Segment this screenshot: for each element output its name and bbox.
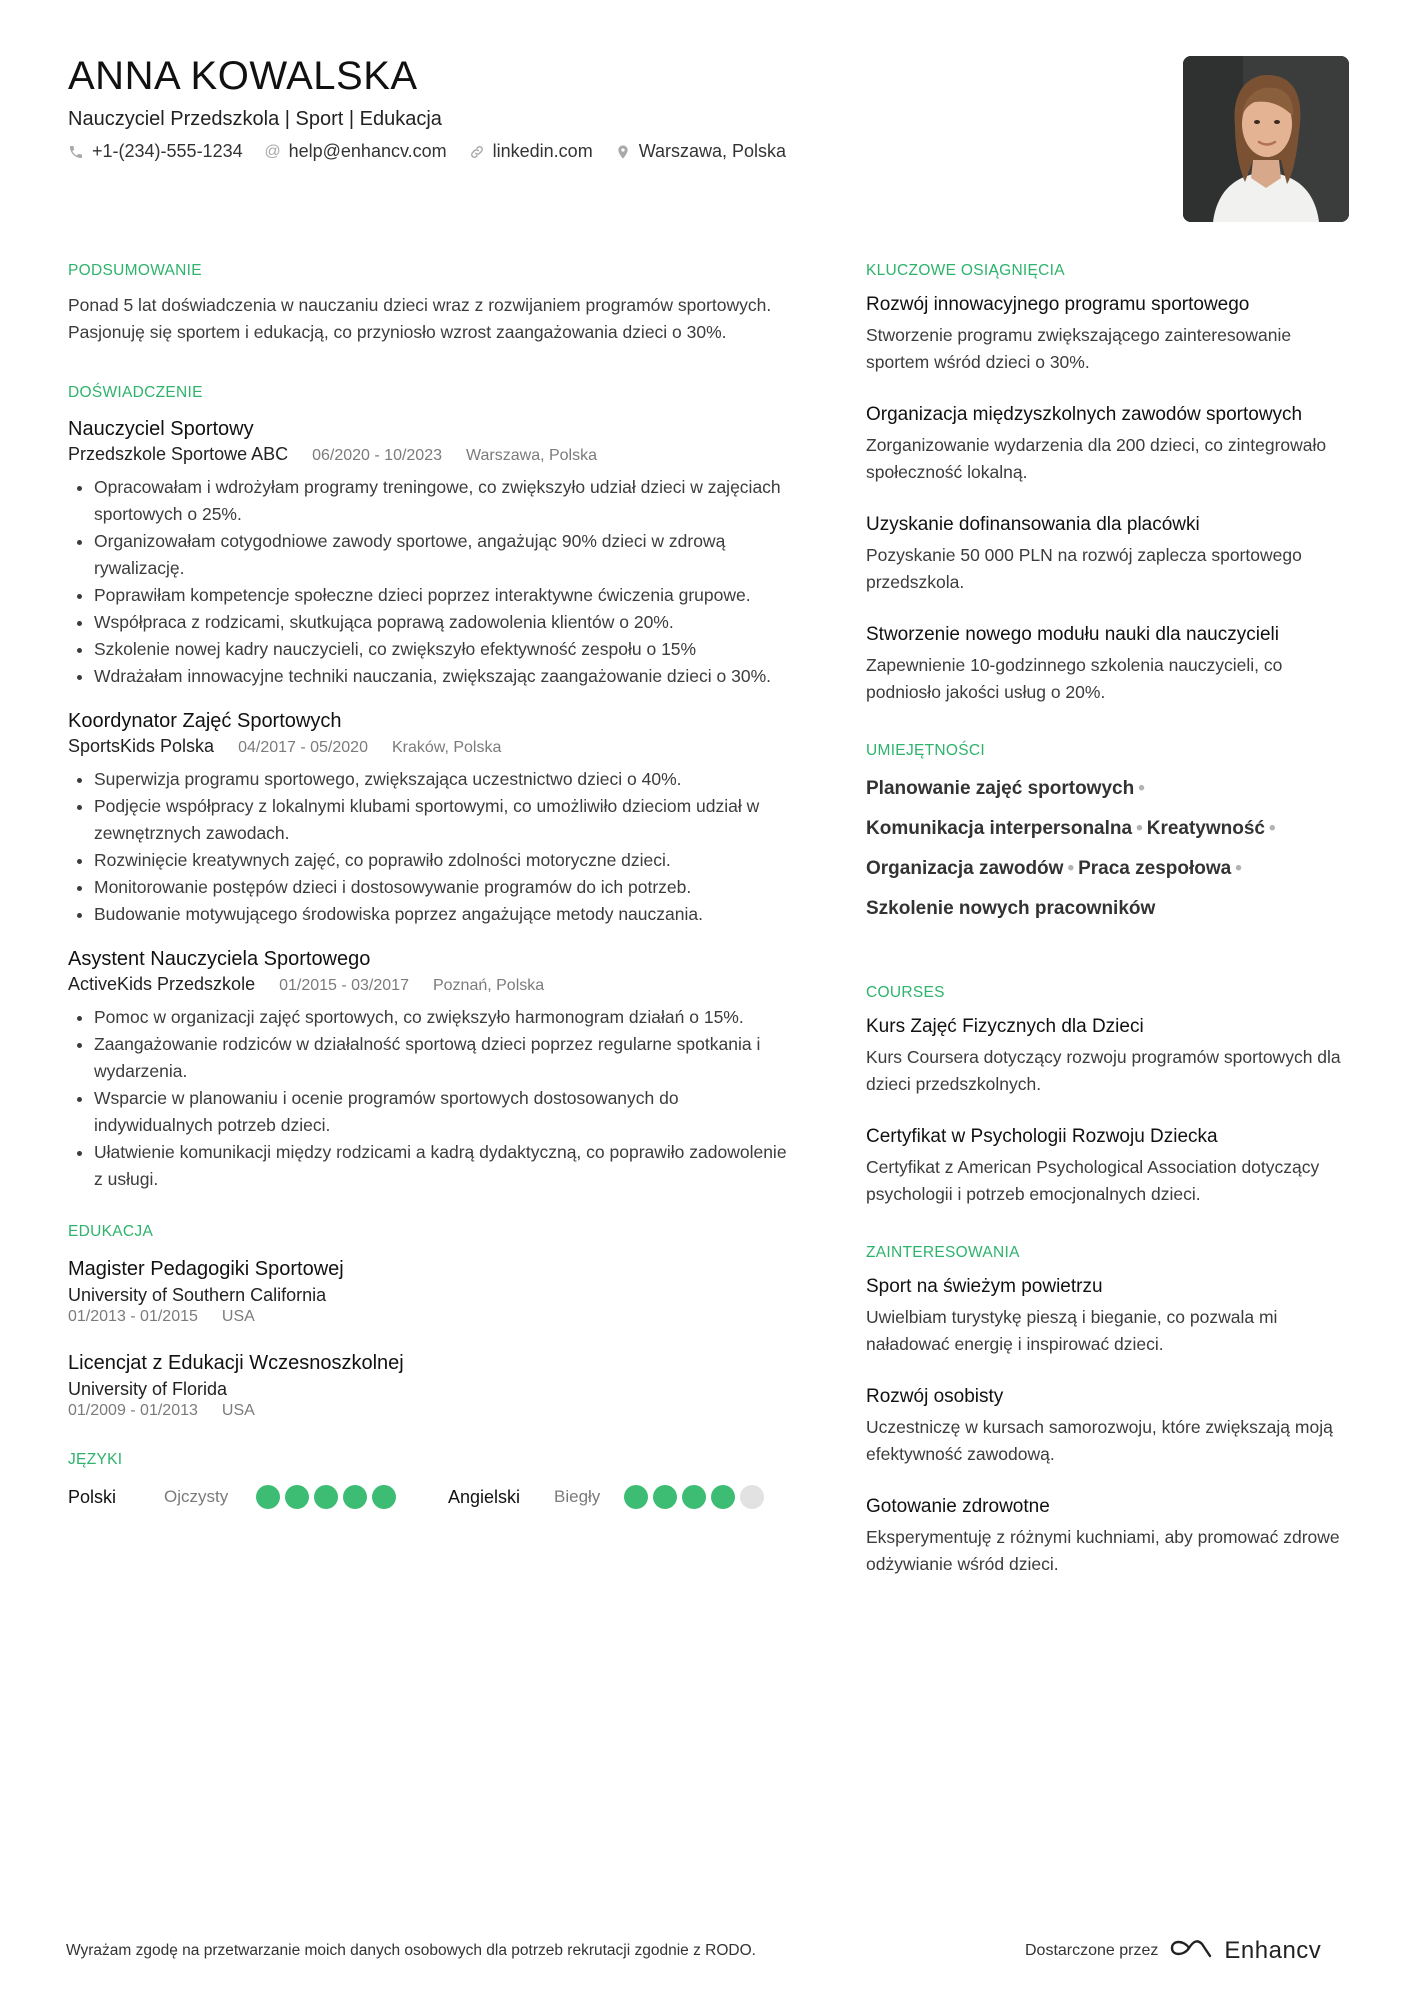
bullet-item: • Wsparcie w planowaniu i ocenie programów sportowych dostosowanych do indywidualnych potrzeb dzieci. [94, 1085, 798, 1139]
skill-tag: Szkolenie nowych pracowników [866, 898, 1156, 919]
job-title: Asystent Nauczyciela Sportowego [68, 948, 371, 970]
bullet-separator-icon: • [1138, 778, 1145, 799]
school: University of Southern California [68, 1285, 327, 1305]
achievement-desc: Stworzenie programu zwiększającego zainteresowanie sportem wśród dzieci o 30%. [866, 325, 1292, 372]
course-desc: Certyfikat z American Psychological Association dotyczący psychologii i potrzeb emocjonalnych dzieci. [866, 1157, 1320, 1204]
education-section [68, 1223, 798, 1421]
bullet-item: • Podjęcie współpracy z lokalnymi klubami sportowymi, co umożliwiło dzieciom udział w zewnętrznych zawodach. [94, 793, 798, 847]
skill-tag: Organizacja zawodów [866, 858, 1064, 879]
bullet-item: • Budowanie motywującego środowiska poprzez angażujące metody nauczania. [94, 901, 798, 928]
bullet-item: • Organizowałam cotygodniowe zawody sportowe, angażując 90% dzieci w zdrową rywalizację. [94, 528, 798, 582]
job-dates: 01/2015 - 03/2017 [279, 977, 409, 994]
headline: Nauczyciel Przedszkola | Sport | Edukacja [68, 108, 442, 130]
education-dates: 01/2013 - 01/2015 [68, 1308, 198, 1325]
languages-section [68, 1451, 798, 1509]
summary-section [68, 262, 798, 346]
language-level: Biegły [554, 1487, 601, 1506]
course-item [866, 1124, 1352, 1208]
achievement-desc: Zapewnienie 10-godzinnego szkolenia nauczycieli, co podniosło jakości usług o 20%. [866, 655, 1283, 702]
achievements-section [866, 262, 1352, 706]
job-dates: 06/2020 - 10/2023 [312, 447, 442, 464]
contact-email[interactable] [265, 141, 447, 162]
course-title: Kurs Zajęć Fizycznych dla Dzieci [866, 1016, 1144, 1037]
job-entry [68, 416, 798, 690]
skill-tag: Planowanie zajęć sportowych [866, 778, 1135, 799]
brand-name: Enhancv [1224, 1936, 1322, 1964]
skill-tag: Praca zespołowa [1078, 858, 1232, 879]
bullet-item: • Wdrażałam innowacyjne techniki nauczania, zwiększając zaangażowanie dzieci o 30%. [94, 663, 798, 690]
education-dates: 01/2009 - 01/2013 [68, 1402, 198, 1419]
job-company: ActiveKids Przedszkole [68, 974, 256, 994]
bullet-separator-icon: • [1269, 818, 1276, 839]
powered-by[interactable] [1025, 1936, 1321, 1965]
rating-dot-filled [372, 1485, 396, 1509]
experience-section [68, 384, 798, 1193]
achievement-title: Stworzenie nowego modułu nauki dla nauczycieli [866, 624, 1279, 645]
languages-row [68, 1485, 798, 1509]
bullet-separator-icon: • [1136, 818, 1143, 839]
course-desc: Kurs Coursera dotyczący rozwoju programów sportowych dla dzieci przedszkolnych. [866, 1047, 1341, 1094]
job-title: Nauczyciel Sportowy [68, 418, 254, 440]
bullet-item: • Ułatwienie komunikacji między rodzicami a kadrą dydaktyczną, co poprawiło zadowolenie z usługi. [94, 1139, 798, 1193]
interest-title: Sport na świeżym powietrzu [866, 1276, 1103, 1297]
bullet-item: • Zaangażowanie rodziców w działalność sportową dzieci poprzez regularne spotkania i wydarzenia. [94, 1031, 798, 1085]
bullet-item: • Opracowałam i wdrożyłam programy treningowe, co zwiększyło udział dzieci w zajęciach sportowych o 25%. [94, 474, 798, 528]
job-bullets [68, 474, 798, 690]
bullet-item: • Rozwinięcie kreatywnych zajęć, co poprawiło zdolności motoryczne dzieci. [94, 847, 798, 874]
rating-dot-filled [624, 1485, 648, 1509]
profile-photo [1183, 56, 1349, 222]
skills-line [866, 776, 1352, 802]
location-text: Warszawa, Polska [638, 141, 787, 161]
left-column [68, 262, 798, 1509]
bullet-item: • Monitorowanie postępów dzieci i dostosowywanie programów do ich potrzeb. [94, 874, 798, 901]
achievements-title: KLUCZOWE OSIĄGNIĘCIA [866, 262, 1065, 279]
rating-dot-empty [740, 1485, 764, 1509]
email-text: help@enhancv.com [288, 141, 447, 161]
rating-dot-filled [256, 1485, 280, 1509]
contact-location [615, 141, 786, 162]
achievement-title: Rozwój innowacyjnego programu sportowego [866, 294, 1250, 315]
job-meta [68, 442, 798, 468]
pin-icon [615, 143, 631, 161]
enhancv-logo-icon [1168, 1936, 1214, 1965]
job-dates: 04/2017 - 05/2020 [238, 739, 368, 756]
contact-linkedin[interactable] [469, 141, 593, 162]
interest-desc: Eksperymentuję z różnymi kuchniami, aby promować zdrowe odżywianie wśród dzieci. [866, 1527, 1340, 1574]
courses-section [866, 984, 1352, 1208]
achievement-item [866, 622, 1352, 706]
bullet-separator-icon: • [1235, 858, 1242, 879]
bullet-separator-icon: • [1067, 858, 1075, 879]
languages-title: JĘZYKI [68, 1451, 123, 1468]
bullet-item: • Poprawiłam kompetencje społeczne dzieci poprzez interaktywne ćwiczenia grupowe. [94, 582, 798, 609]
achievement-title: Uzyskanie dofinansowania dla placówki [866, 514, 1200, 535]
interest-item [866, 1274, 1352, 1358]
contact-row [68, 141, 786, 162]
interests-title: ZAINTERESOWANIA [866, 1244, 1020, 1261]
achievement-title: Organizacja międzyszkolnych zawodów sportowych [866, 404, 1303, 425]
phone-icon [68, 144, 84, 160]
achievement-desc: Zorganizowanie wydarzenia dla 200 dzieci, co zintegrowało społeczność lokalną. [866, 435, 1327, 482]
rating-dot-filled [653, 1485, 677, 1509]
interest-item [866, 1494, 1352, 1578]
job-location: Kraków, Polska [391, 739, 502, 756]
interest-desc: Uwielbiam turystykę pieszą i bieganie, co pozwala mi naładować energię i inspirować dzieci. [866, 1307, 1278, 1354]
skills-section [866, 742, 1352, 922]
interest-title: Gotowanie zdrowotne [866, 1496, 1050, 1517]
at-icon: @ [264, 142, 281, 160]
language-rating [624, 1485, 764, 1509]
rating-dot-filled [285, 1485, 309, 1509]
right-column [866, 262, 1352, 1604]
rating-dot-filled [682, 1485, 706, 1509]
job-title: Koordynator Zajęć Sportowych [68, 710, 342, 732]
linkedin-text: linkedin.com [492, 141, 593, 161]
job-location: Poznań, Polska [432, 977, 545, 994]
achievement-item [866, 512, 1352, 596]
language-name: Angielski [448, 1486, 521, 1507]
language-rating [256, 1485, 396, 1509]
contact-phone[interactable] [68, 141, 243, 162]
education-location: USA [221, 1308, 255, 1325]
education-title: EDUKACJA [68, 1223, 154, 1240]
candidate-name: ANNA KOWALSKA [68, 54, 418, 98]
consent-clause: Wyrażam zgodę na przetwarzanie moich danych osobowych dla potrzeb rekrutacji zgodnie z RODO. [66, 1942, 756, 1959]
achievement-item [866, 402, 1352, 486]
skills-title: UMIEJĘTNOŚCI [866, 742, 985, 759]
achievement-item [866, 292, 1352, 376]
degree: Licencjat z Edukacji Wczesnoszkolnej [68, 1352, 404, 1374]
courses-title: COURSES [866, 984, 945, 1001]
education-entry [68, 1255, 798, 1327]
rating-dot-filled [314, 1485, 338, 1509]
job-location: Warszawa, Polska [466, 447, 597, 464]
rating-dot-filled [343, 1485, 367, 1509]
job-meta [68, 972, 798, 998]
education-meta [68, 1307, 798, 1327]
course-item [866, 1014, 1352, 1098]
job-company: Przedszkole Sportowe ABC [68, 444, 289, 464]
rating-dot-filled [711, 1485, 735, 1509]
education-entry [68, 1349, 798, 1421]
bullet-item: • Pomoc w organizacji zajęć sportowych, co zwiększyło harmonogram działań o 15%. [94, 1004, 798, 1031]
powered-by-label: Dostarczone przez [1025, 1941, 1159, 1959]
skill-tag: Kreatywność [1146, 818, 1266, 839]
interest-title: Rozwój osobisty [866, 1386, 1004, 1407]
degree: Magister Pedagogiki Sportowej [68, 1258, 344, 1280]
bullet-item: • Współpraca z rodzicami, skutkująca poprawą zadowolenia klientów o 20%. [94, 609, 798, 636]
education-meta [68, 1401, 798, 1421]
job-bullets [68, 766, 798, 928]
language-name: Polski [68, 1486, 117, 1507]
skill-tag: Komunikacja interpersonalna [866, 818, 1133, 839]
job-meta [68, 734, 798, 760]
job-entry [68, 946, 798, 1193]
interest-desc: Uczestniczę w kursach samorozwoju, które zwiększają moją efektywność zawodową. [866, 1417, 1333, 1464]
phone-text: +1-(234)-555-1234 [92, 141, 243, 161]
link-icon [469, 144, 485, 160]
interests-section [866, 1244, 1352, 1578]
job-bullets [68, 1004, 798, 1193]
summary-title: PODSUMOWANIE [68, 262, 202, 279]
experience-title: DOŚWIADCZENIE [68, 384, 203, 401]
course-title: Certyfikat w Psychologii Rozwoju Dziecka [866, 1126, 1218, 1147]
job-company: SportsKids Polska [68, 736, 215, 756]
school: University of Florida [68, 1379, 228, 1399]
bullet-item: • Superwizja programu sportowego, zwiększająca uczestnictwo dzieci o 40%. [94, 766, 798, 793]
interest-item [866, 1384, 1352, 1468]
education-location: USA [221, 1402, 255, 1419]
job-entry [68, 708, 798, 928]
bullet-item: • Szkolenie nowej kadry nauczycieli, co zwiększyło efektywność zespołu o 15% [94, 636, 798, 663]
achievement-desc: Pozyskanie 50 000 PLN na rozwój zaplecza sportowego przedszkola. [866, 545, 1302, 592]
language-level: Ojczysty [164, 1487, 229, 1506]
skills-line [866, 896, 1352, 922]
summary-text: Ponad 5 lat doświadczenia w nauczaniu dzieci wraz z rozwijaniem programów sportowych. Pasjonuję się sportem i edukacją, co przyniosło wzrost zaangażowania dzieci o 30%. [68, 295, 772, 342]
skills-line [866, 816, 1352, 842]
skills-line [866, 856, 1352, 882]
